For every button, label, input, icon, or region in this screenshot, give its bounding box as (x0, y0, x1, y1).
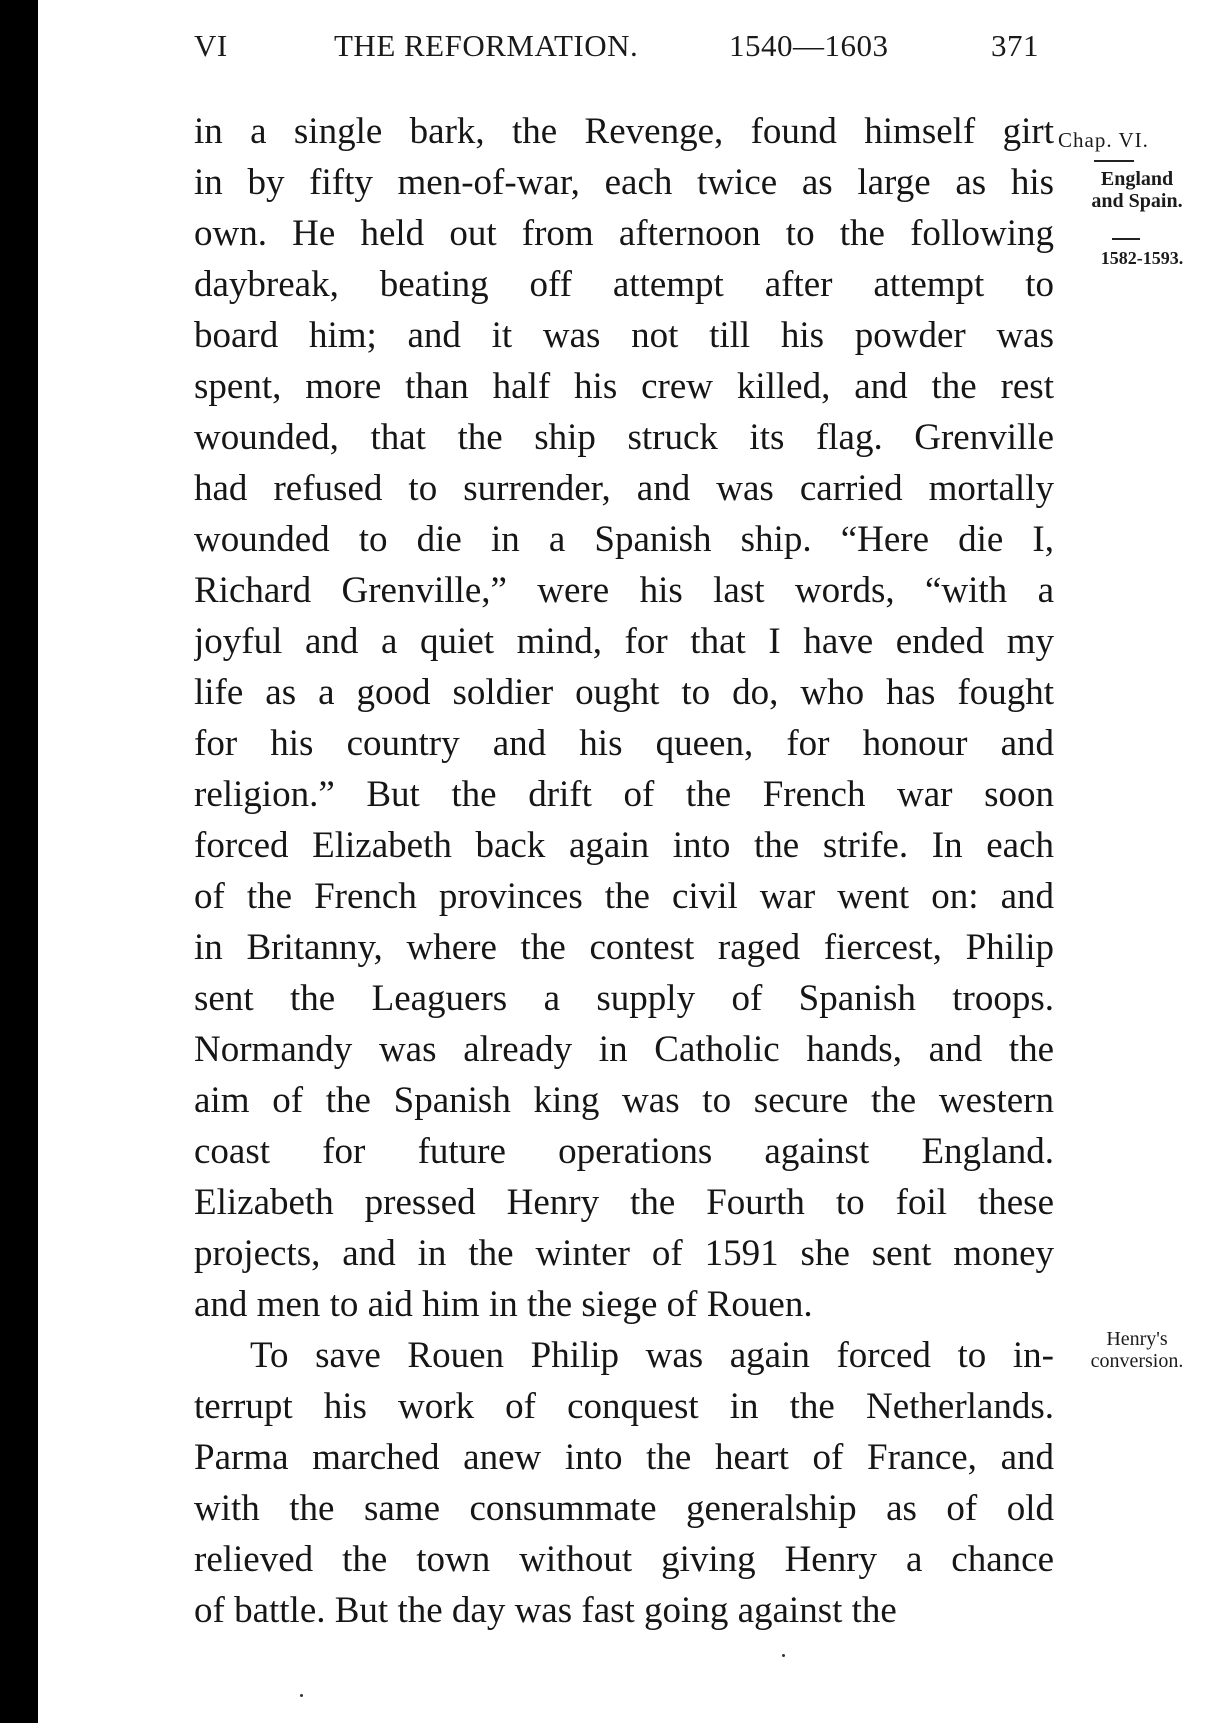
text-line: To save Rouen Philip was again forced to in- (250, 1335, 1054, 1376)
text-line: in Britanny, where the contest raged fiercest, Philip (194, 927, 1054, 968)
text-line: of the French provinces the civil war went on: and (194, 876, 1054, 917)
page-number: 371 (991, 28, 1039, 63)
text-line: own. He held out from afternoon to the following (194, 213, 1054, 254)
text-line: wounded, that the ship struck its flag. Grenville (194, 417, 1054, 458)
text-line: forced Elizabeth back again into the strife. In each (194, 825, 1054, 866)
text-line: sent the Leaguers a supply of Spanish troops. (194, 978, 1054, 1019)
text-line: had refused to surrender, and was carried mortally (194, 468, 1054, 509)
text-line: religion.” But the drift of the French war soon (194, 774, 1054, 815)
margin-rule (1112, 238, 1140, 240)
margin-henry-line: conversion. (1090, 1350, 1184, 1372)
paragraph-2 (194, 1330, 1054, 1636)
margin-topic-note (1062, 168, 1212, 212)
text-line: Parma marched anew into the heart of France, and (194, 1437, 1054, 1478)
text-line: of battle. But the day was fast going against the (194, 1590, 897, 1631)
text-line: daybreak, beating off attempt after attempt to (194, 264, 1054, 305)
margin-topic-line: and Spain. (1091, 190, 1183, 212)
scan-edge-black-bar (0, 0, 38, 1723)
text-line: for his country and his queen, for honour and (194, 723, 1054, 764)
margin-henry-line: Henry's (1106, 1328, 1168, 1350)
paragraph-1 (194, 106, 1054, 1330)
text-line: coast for future operations against England. (194, 1131, 1054, 1172)
text-line: board him; and it was not till his powder was (194, 315, 1054, 356)
scan-speck (782, 1654, 785, 1657)
text-line: relieved the town without giving Henry a chance (194, 1539, 1054, 1580)
margin-years-note: 1582-1593. (1100, 248, 1184, 268)
running-head (194, 28, 1056, 78)
text-line: joyful and a quiet mind, for that I have ended my (194, 621, 1054, 662)
text-line: life as a good soldier ought to do, who has fought (194, 672, 1054, 713)
text-line: aim of the Spanish king was to secure the western (194, 1080, 1054, 1121)
margin-henry-note (1062, 1328, 1212, 1372)
running-head-chapter: VI (194, 28, 228, 63)
text-line: Normandy was already in Catholic hands, and the (194, 1029, 1054, 1070)
text-line: spent, more than half his crew killed, and the rest (194, 366, 1054, 407)
running-head-title: THE REFORMATION. (334, 28, 639, 63)
margin-rule (1094, 160, 1134, 162)
scan-speck (300, 1694, 303, 1697)
running-head-dates: 1540—1603 (729, 28, 889, 63)
text-line: wounded to die in a Spanish ship. “Here die I, (194, 519, 1054, 560)
text-line: in a single bark, the Revenge, found himself girt (194, 111, 1054, 152)
text-line: and men to aid him in the siege of Rouen. (194, 1284, 813, 1325)
body-text (194, 106, 1054, 1636)
text-line: in by fifty men-of-war, each twice as large as his (194, 162, 1054, 203)
margin-topic-line: England (1100, 168, 1174, 190)
text-line: projects, and in the winter of 1591 she sent money (194, 1233, 1054, 1274)
text-line: Elizabeth pressed Henry the Fourth to foil these (194, 1182, 1054, 1223)
text-line: terrupt his work of conquest in the Netherlands. (194, 1386, 1054, 1427)
text-line: with the same consummate generalship as of old (194, 1488, 1054, 1529)
text-line: Richard Grenville,” were his last words, “with a (194, 570, 1054, 611)
margin-chapter-label: Chap. VI. (1058, 128, 1149, 152)
